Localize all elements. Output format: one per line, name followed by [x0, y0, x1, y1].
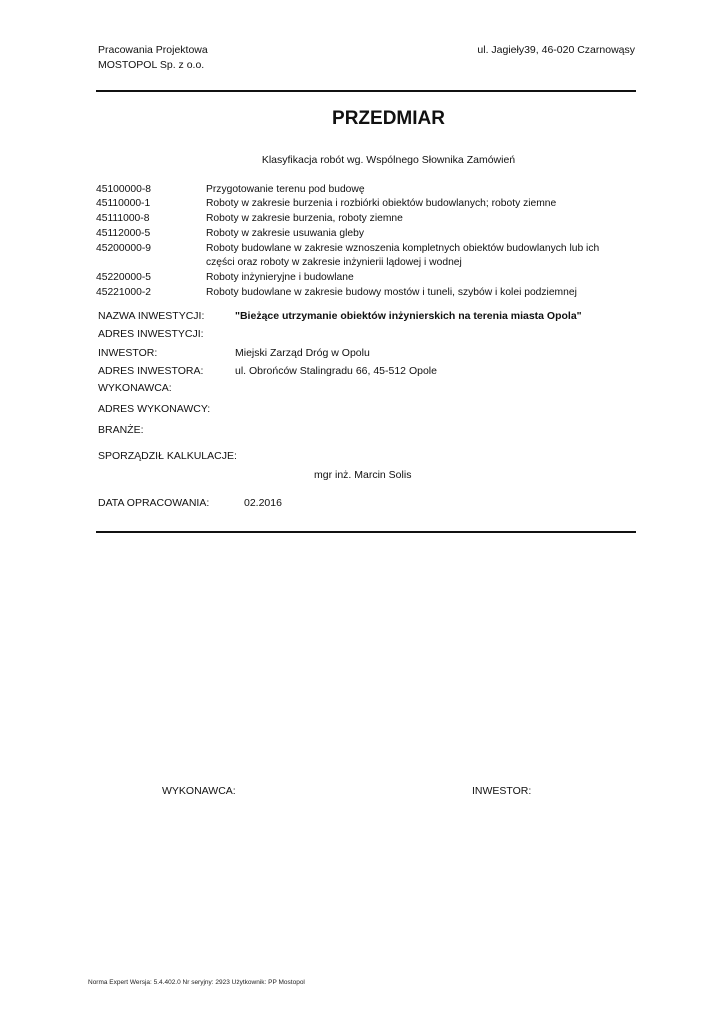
- investor-address-value: ul. Obrońców Stalingradu 66, 45-512 Opole: [235, 365, 437, 377]
- classification-desc: Roboty budowlane w zakresie wznoszenia kompletnych obiektów budowlanych lub ich części oraz roboty w zakresie inżynierii lądowej i wodnej: [206, 243, 600, 268]
- company-name: [98, 43, 208, 73]
- prepared-by-value: mgr inż. Marcin Solis: [314, 469, 412, 481]
- signature-contractor: WYKONAWCA:: [162, 785, 236, 797]
- classification-code: 45221000-2: [96, 287, 151, 298]
- investment-name-label: NAZWA INWESTYCJI:: [98, 310, 205, 322]
- date-label: DATA OPRACOWANIA:: [98, 497, 210, 509]
- classification-code: 45100000-8: [96, 184, 151, 195]
- classification-desc: Roboty w zakresie usuwania gleby: [206, 228, 364, 239]
- classification-desc: Roboty budowlane w zakresie budowy mostów i tuneli, szybów i kolei podziemnej: [206, 287, 577, 298]
- classification-code: 45200000-9: [96, 243, 151, 254]
- company-address: ul. Jagieły39, 46-020 Czarnowąsy: [477, 44, 635, 56]
- date-value: 02.2016: [244, 497, 282, 509]
- investor-address-label: ADRES INWESTORA:: [98, 365, 204, 377]
- prepared-by-label: SPORZĄDZIŁ KALKULACJE:: [98, 450, 237, 462]
- company-line2: MOSTOPOL Sp. z o.o.: [98, 59, 205, 71]
- contractor-label: WYKONAWCA:: [98, 382, 172, 394]
- classification-desc: Roboty inżynieryjne i budowlane: [206, 272, 354, 283]
- software-footer: Norma Expert Wersja: 5.4.402.0 Nr seryjny: 2923 Użytkownik: PP Mostopol: [88, 979, 305, 986]
- classification-code: 45111000-8: [96, 213, 150, 224]
- classification-code: 45220000-5: [96, 272, 151, 283]
- contractor-address-label: ADRES WYKONAWCY:: [98, 403, 211, 415]
- branches-label: BRANŻE:: [98, 424, 144, 436]
- classification-code: 45112000-5: [96, 228, 151, 239]
- investment-address-label: ADRES INWESTYCJI:: [98, 328, 204, 340]
- bottom-divider: [96, 531, 636, 533]
- investor-label: INWESTOR:: [98, 347, 158, 359]
- classification-desc: Roboty w zakresie burzenia, roboty ziemne: [206, 213, 403, 224]
- top-divider: [96, 90, 636, 92]
- classification-desc: Roboty w zakresie burzenia i rozbiórki obiektów budowlanych; roboty ziemne: [206, 198, 557, 209]
- investor-value: Miejski Zarząd Dróg w Opolu: [235, 347, 370, 359]
- document-subtitle: Klasyfikacja robót wg. Wspólnego Słownika Zamówień: [261, 154, 516, 166]
- document-title: PRZEDMIAR: [332, 108, 445, 129]
- signature-investor: INWESTOR:: [472, 785, 532, 797]
- classification-desc: Przygotowanie terenu pod budowę: [206, 184, 365, 195]
- classification-code: 45110000-1: [96, 198, 151, 209]
- company-line1: Pracowania Projektowa: [98, 44, 208, 56]
- investment-name-value: "Bieżące utrzymanie obiektów inżynierskich na terenia miasta Opola": [235, 310, 582, 322]
